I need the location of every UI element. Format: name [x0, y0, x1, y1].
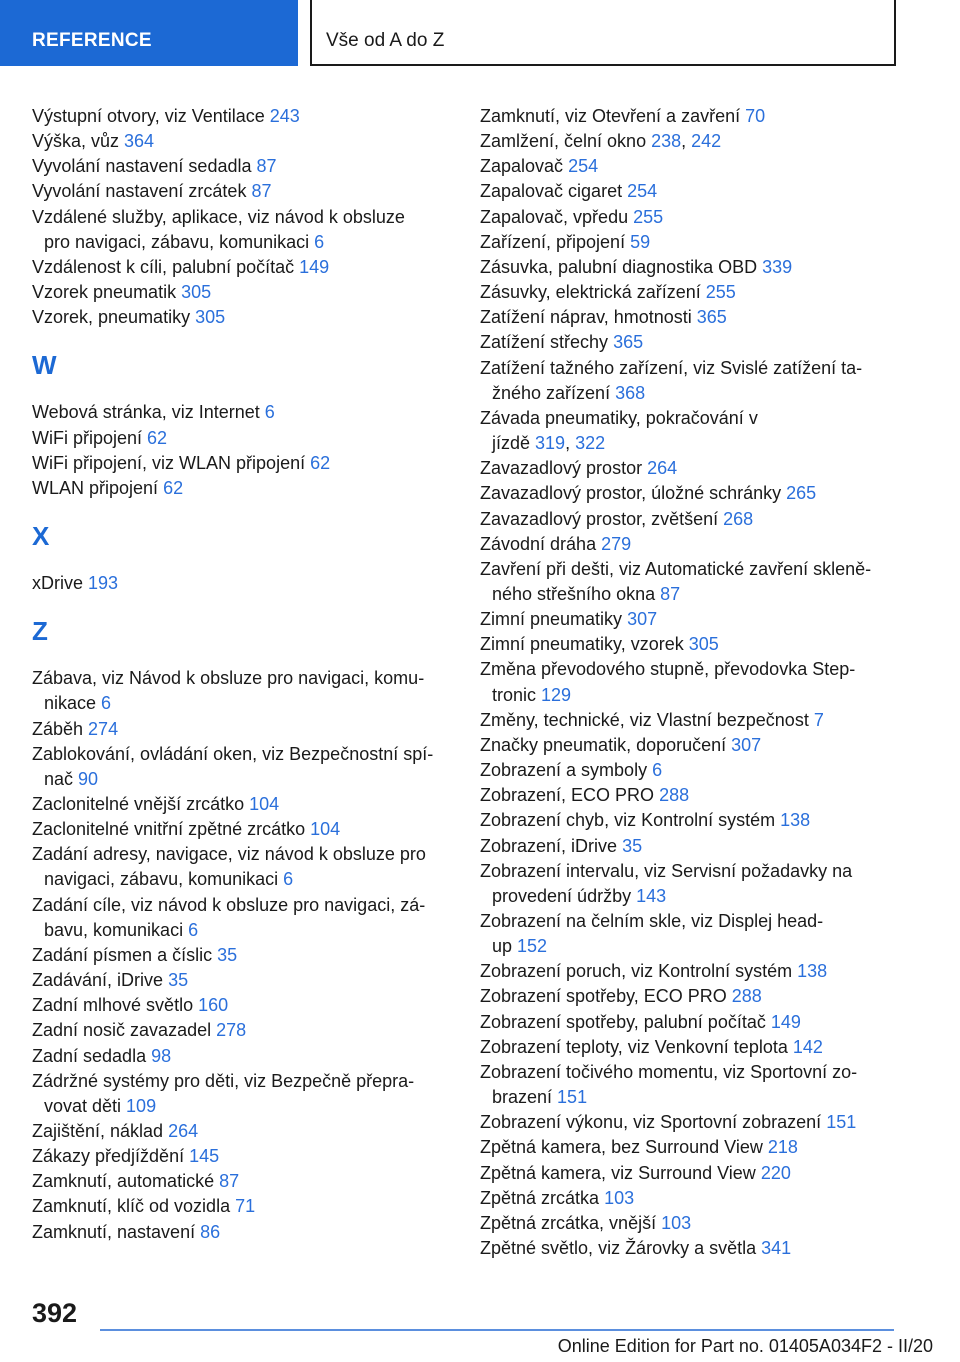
page-link[interactable]: 35 — [168, 970, 189, 991]
entry-text: Webová stránka, viz Internet — [32, 402, 265, 423]
entry-text: WLAN připojení — [32, 477, 164, 498]
index-entry — [480, 557, 925, 607]
page-link[interactable]: 364 — [124, 131, 155, 152]
index-entry — [32, 451, 452, 476]
index-entry — [32, 476, 452, 501]
page-link[interactable]: 7 — [813, 709, 824, 730]
page-link[interactable]: 288 — [731, 986, 762, 1007]
entry-text: tronic — [492, 684, 542, 705]
index-entry — [480, 179, 925, 204]
index-letter-heading: Z — [32, 616, 48, 647]
page-link[interactable]: 218 — [767, 1137, 798, 1158]
entry-text: Zamknutí, klíč od vozidla — [32, 1196, 236, 1217]
index-entry — [32, 426, 452, 451]
page-link[interactable]: 254 — [568, 156, 599, 177]
entry-text: bavu, komunikaci — [44, 919, 189, 940]
entry-text: WiFi připojení, viz WLAN připojení — [32, 452, 311, 473]
entry-text: Vzorek, pneumatiky — [32, 307, 196, 328]
entry-text: Zobrazení výkonu, viz Sportovní zobrazení — [480, 1112, 827, 1133]
entry-text: nikace — [44, 693, 102, 714]
index-entry — [480, 959, 925, 984]
page-link[interactable]: 305 — [195, 307, 226, 328]
page-link[interactable]: 255 — [705, 282, 736, 303]
index-entry — [32, 104, 452, 129]
entry-text: Zimní pneumatiky, vzorek — [480, 634, 689, 655]
page-link[interactable]: 90 — [78, 768, 99, 789]
page-link[interactable]: 274 — [88, 718, 119, 739]
entry-text: Zobrazení chyb, viz Kontrolní systém — [480, 810, 781, 831]
page-link[interactable]: 87 — [251, 181, 272, 202]
page-link[interactable]: 220 — [760, 1162, 791, 1183]
entry-text: Zobrazení teploty, viz Venkovní teplota — [480, 1036, 793, 1057]
entry-text: WiFi připojení — [32, 427, 148, 448]
index-entry — [32, 1044, 452, 1069]
page-link[interactable]: 103 — [661, 1212, 692, 1233]
page-link[interactable]: 6 — [314, 231, 325, 252]
page-link[interactable]: 6 — [264, 402, 275, 423]
entry-text: Změna převodového stupně, převodovka Step‐ — [480, 659, 856, 680]
page-link[interactable]: 278 — [216, 1020, 247, 1041]
index-entry — [32, 1119, 452, 1144]
index-entry — [32, 893, 452, 943]
index-entry — [32, 1018, 452, 1043]
index-entry — [32, 993, 452, 1018]
entry-text: Zadání písmen a číslic — [32, 944, 218, 965]
entry-text: Zajištění, náklad — [32, 1121, 169, 1141]
entry-text: Zadní sedadla — [32, 1045, 152, 1066]
page-link[interactable]: 152 — [517, 936, 548, 957]
index-entry — [480, 733, 925, 758]
index-entry — [32, 400, 452, 425]
entry-text: Zadní nosič zavazadel — [32, 1020, 217, 1041]
page-link[interactable]: 104 — [249, 793, 280, 814]
page-link[interactable]: 86 — [200, 1221, 221, 1242]
index-entry — [32, 943, 452, 968]
entry-text: Zamknutí, automatické — [32, 1171, 220, 1192]
index-entry — [480, 129, 925, 154]
index-entry — [480, 280, 925, 305]
entry-text: Zavazadlový prostor, zvětšení — [480, 508, 724, 529]
index-entry — [32, 817, 452, 842]
index-entry — [480, 255, 925, 280]
page-link[interactable]: 62 — [163, 477, 184, 498]
page-link[interactable]: 368 — [615, 382, 646, 403]
entry-text: , — [681, 131, 692, 152]
page-link[interactable]: 268 — [723, 508, 754, 529]
index-entry — [32, 717, 452, 742]
page-link[interactable]: 264 — [168, 1121, 199, 1141]
entry-text: Vyvolání nastavení zrcátek — [32, 181, 252, 202]
entry-text: xDrive — [32, 573, 89, 594]
index-entry — [480, 1010, 925, 1035]
entry-text: Zobrazení točivého momentu, viz Sportovní zo‐ — [480, 1061, 858, 1082]
page-link[interactable]: 87 — [256, 156, 277, 177]
entry-text: Zamknutí, viz Otevření a zavření — [480, 106, 746, 126]
index-entry — [32, 255, 452, 280]
entry-text: Zařízení, připojení — [480, 231, 631, 252]
section-tab[interactable]: REFERENCE — [0, 0, 298, 66]
page-link[interactable]: 129 — [541, 684, 572, 705]
entry-text: pro navigaci, zábavu, komunikaci — [44, 231, 315, 252]
page-link[interactable]: 151 — [557, 1087, 588, 1108]
page-link[interactable]: 160 — [198, 995, 229, 1016]
index-entry — [480, 205, 925, 230]
index-column-left — [32, 104, 452, 1245]
index-entry — [32, 154, 452, 179]
index-entry — [32, 1194, 452, 1219]
index-entry — [32, 968, 452, 993]
page-link[interactable]: 238 — [651, 131, 682, 152]
entry-text: Zatížení tažného zařízení, viz Svislé zatížení ta‐ — [480, 357, 863, 378]
entry-text: Vzdálené služby, aplikace, viz návod k obsluze — [32, 206, 405, 227]
index-entry — [480, 507, 925, 532]
entry-text: Záběh — [32, 718, 89, 739]
page-link[interactable]: 62 — [310, 452, 331, 473]
index-entry — [480, 984, 925, 1009]
index-entry — [480, 1060, 925, 1110]
page-link[interactable]: 59 — [630, 231, 651, 252]
page-link[interactable]: 279 — [601, 533, 632, 554]
index-entry — [480, 154, 925, 179]
page-link[interactable]: 193 — [88, 573, 119, 594]
index-entry — [32, 666, 452, 716]
index-entry — [32, 179, 452, 204]
page-link[interactable]: 265 — [786, 483, 817, 504]
entry-text: Zavření při dešti, viz Automatické zavření skleně‐ — [480, 558, 872, 579]
page-link[interactable]: 288 — [659, 785, 690, 806]
entry-text: ného střešního okna — [492, 583, 661, 604]
page-link[interactable]: 109 — [126, 1095, 157, 1116]
entry-text: Zimní pneumatiky — [480, 609, 628, 630]
page-link[interactable]: 339 — [762, 256, 793, 277]
entry-text: Změny, technické, viz Vlastní bezpečnost — [480, 709, 814, 730]
index-entry — [480, 1135, 925, 1160]
index-entry — [480, 708, 925, 733]
index-entry — [480, 657, 925, 707]
index-entry — [480, 834, 925, 859]
entry-text: Zavazadlový prostor — [480, 458, 648, 479]
entry-text: žného zařízení — [492, 382, 616, 403]
index-entry — [32, 129, 452, 154]
entry-text: up — [492, 936, 518, 957]
entry-text: Zábava, viz Návod k obsluze pro navigaci, komu‐ — [32, 668, 425, 689]
page-link[interactable]: 242 — [691, 131, 722, 152]
page-link[interactable]: 35 — [622, 835, 643, 856]
index-entry — [32, 1069, 452, 1119]
entry-text: Zadní mlhové světlo — [32, 995, 199, 1016]
footer-divider — [100, 1329, 894, 1331]
index-entry — [32, 571, 452, 596]
page-link[interactable]: 98 — [151, 1045, 172, 1066]
index-entry — [480, 859, 925, 909]
page-link[interactable]: 6 — [283, 869, 294, 890]
index-letter-heading: W — [32, 350, 57, 381]
page-link[interactable]: 255 — [633, 206, 664, 227]
entry-text: , — [565, 433, 576, 454]
index-entry — [480, 305, 925, 330]
index-entry — [480, 1110, 925, 1135]
index-entry — [480, 607, 925, 632]
entry-text: Zobrazení na čelním skle, viz Displej head- — [480, 911, 824, 931]
index-entry — [480, 356, 925, 406]
entry-text: navigaci, zábavu, komunikaci — [44, 869, 284, 890]
entry-text: Vyvolání nastavení sedadla — [32, 156, 257, 177]
page-link[interactable]: 104 — [310, 819, 341, 840]
page-link[interactable]: 6 — [652, 760, 663, 781]
entry-text: Vzdálenost k cíli, palubní počítač — [32, 256, 300, 277]
index-entry — [32, 842, 452, 892]
entry-text: Zobrazení intervalu, viz Servisní požadavky na — [480, 860, 853, 881]
page-link[interactable]: 151 — [826, 1112, 857, 1133]
index-entry — [480, 632, 925, 657]
index-entry — [480, 1211, 925, 1236]
page-link[interactable]: 138 — [797, 961, 828, 982]
entry-text: Zobrazení, iDrive — [480, 835, 623, 856]
index-entry — [480, 456, 925, 481]
entry-text: jízdě — [492, 433, 536, 454]
page-link[interactable]: 35 — [217, 944, 238, 965]
entry-text: Zobrazení poruch, viz Kontrolní systém — [480, 961, 798, 982]
page-header — [0, 0, 960, 66]
index-entry — [32, 305, 452, 330]
entry-text: Zablokování, ovládání oken, viz Bezpečnostní spí‐ — [32, 743, 434, 764]
index-entry — [480, 1035, 925, 1060]
page-link[interactable]: 87 — [660, 583, 681, 604]
index-entry — [480, 104, 925, 129]
index-entry — [480, 783, 925, 808]
page-link[interactable]: 6 — [188, 919, 199, 940]
index-entry — [32, 1169, 452, 1194]
entry-text: Závada pneumatiky, pokračování v — [480, 407, 758, 428]
entry-text: Výška, vůz — [32, 131, 125, 152]
entry-text: Značky pneumatik, doporučení — [480, 734, 732, 755]
entry-text: nač — [44, 768, 79, 789]
entry-text: Zobrazení spotřeby, palubní počítač — [480, 1011, 771, 1032]
index-entry — [480, 909, 925, 959]
page-link[interactable]: 62 — [147, 427, 168, 448]
page-link[interactable]: 305 — [688, 634, 719, 655]
entry-text: Zpětná zrcátka, vnější — [480, 1212, 662, 1233]
index-column-right — [480, 104, 925, 1261]
page-link[interactable]: 6 — [101, 693, 112, 714]
entry-text: Zamlžení, čelní okno — [480, 131, 652, 152]
index-entry — [480, 1161, 925, 1186]
entry-text: Zapalovač cigaret — [480, 181, 628, 202]
page-link[interactable]: 365 — [696, 307, 727, 328]
page-link[interactable]: 243 — [269, 106, 300, 126]
entry-text: Zpětná zrcátka — [480, 1187, 605, 1208]
index-entry — [480, 808, 925, 833]
index-entry — [32, 205, 452, 255]
page-link[interactable]: 149 — [770, 1011, 801, 1032]
page-link[interactable]: 142 — [792, 1036, 823, 1057]
page-link[interactable]: 145 — [189, 1146, 220, 1167]
index-entry — [32, 1220, 452, 1245]
entry-text: Zásuvky, elektrická zařízení — [480, 282, 706, 303]
entry-text: Výstupní otvory, viz Ventilace — [32, 106, 270, 126]
entry-text: Zapalovač, vpředu — [480, 206, 634, 227]
entry-text: Zadání cíle, viz návod k obsluze pro navigaci, zá‐ — [32, 894, 426, 915]
index-entry — [32, 792, 452, 817]
entry-text: Zobrazení, ECO PRO — [480, 785, 660, 806]
index-entry — [480, 230, 925, 255]
entry-text: vovat děti — [44, 1095, 127, 1116]
entry-text: Zákazy předjíždění — [32, 1146, 190, 1167]
index-entry — [480, 1236, 925, 1261]
entry-text: Zadávání, iDrive — [32, 970, 169, 991]
page-link[interactable]: 70 — [745, 106, 766, 126]
entry-text: Závodní dráha — [480, 533, 602, 554]
page-link[interactable]: 143 — [636, 885, 667, 906]
index-entry — [480, 758, 925, 783]
entry-text: Zásuvka, palubní diagnostika OBD — [480, 256, 763, 277]
index-entry — [32, 280, 452, 305]
page-link[interactable]: 341 — [761, 1238, 792, 1259]
page-link[interactable]: 307 — [627, 609, 658, 630]
index-entry — [480, 1186, 925, 1211]
entry-text: Zatížení střechy — [480, 332, 614, 353]
entry-text: Vzorek pneumatik — [32, 282, 182, 303]
index-entry — [480, 532, 925, 557]
entry-text: Zavazadlový prostor, úložné schránky — [480, 483, 787, 504]
page-link[interactable]: 87 — [219, 1171, 240, 1192]
entry-text: Zobrazení spotřeby, ECO PRO — [480, 986, 732, 1007]
entry-text: Zaclonitelné vnější zrcátko — [32, 793, 250, 814]
entry-text: Zpětná kamera, bez Surround View — [480, 1137, 768, 1158]
entry-text: Zaclonitelné vnitřní zpětné zrcátko — [32, 819, 311, 840]
page-link[interactable]: 319 — [535, 433, 566, 454]
entry-text: provedení údržby — [492, 885, 637, 906]
page-link[interactable]: 305 — [181, 282, 212, 303]
entry-text: Zatížení náprav, hmotnosti — [480, 307, 697, 328]
entry-text: Zapalovač — [480, 156, 569, 177]
entry-text: brazení — [492, 1087, 558, 1108]
page-link[interactable]: 322 — [575, 433, 606, 454]
entry-text: Zadání adresy, navigace, viz návod k obsluze pro — [32, 844, 426, 865]
index-entry — [32, 1144, 452, 1169]
page-link[interactable]: 307 — [731, 734, 762, 755]
page-link[interactable]: 149 — [299, 256, 330, 277]
page-link[interactable]: 138 — [780, 810, 811, 831]
entry-text: Zpětné světlo, viz Žárovky a světla — [480, 1238, 762, 1259]
page-link[interactable]: 254 — [627, 181, 658, 202]
index-letter-heading: X — [32, 521, 50, 552]
page-number: 392 — [32, 1298, 78, 1328]
page-link[interactable]: 71 — [235, 1196, 256, 1217]
index-entry — [480, 406, 925, 456]
chapter-title: Vše od A do Z — [310, 0, 896, 66]
edition-note: Online Edition for Part no. 01405A034F2 - II/20 — [557, 1336, 933, 1356]
page-link[interactable]: 103 — [604, 1187, 635, 1208]
index-entry — [32, 742, 452, 792]
entry-text: Zpětná kamera, viz Surround View — [480, 1162, 761, 1183]
page-link[interactable]: 365 — [613, 332, 644, 353]
entry-text: Zobrazení a symboly — [480, 760, 653, 781]
index-entry — [480, 330, 925, 355]
page-link[interactable]: 264 — [647, 458, 678, 479]
index-entry — [480, 481, 925, 506]
entry-text: Zádržné systémy pro děti, viz Bezpečně přepra‐ — [32, 1070, 415, 1091]
entry-text: Zamknutí, nastavení — [32, 1221, 201, 1242]
